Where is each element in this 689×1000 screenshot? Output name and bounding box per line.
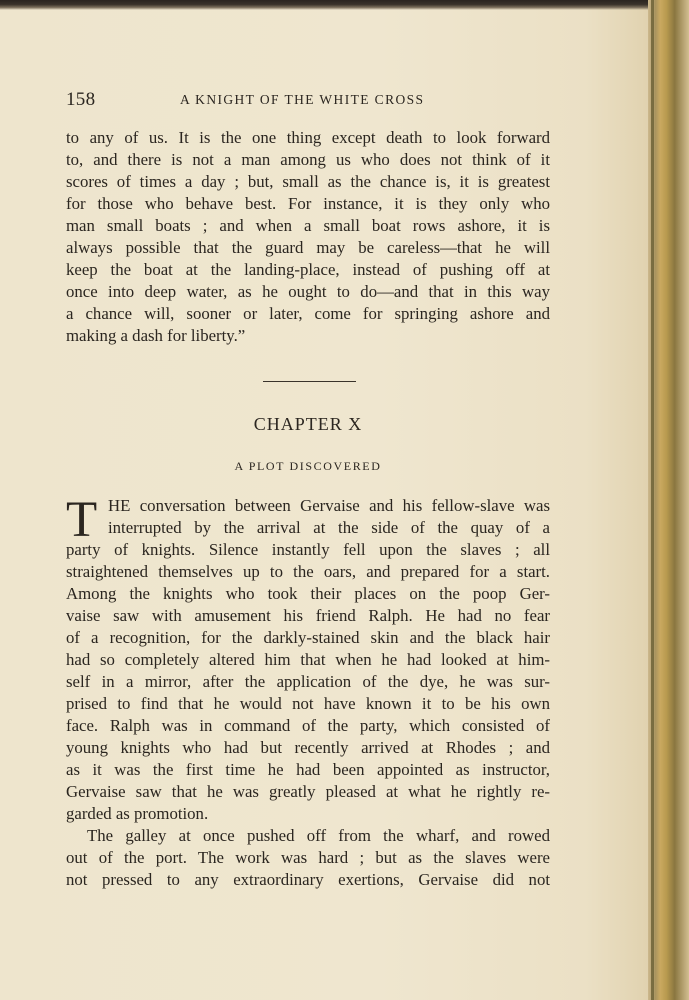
paragraph-1-line-10: making a dash for liberty.” [66,326,246,345]
paragraph-3-line-2: out of the port. The work was hard ; but as the slaves were [66,848,550,867]
paragraph-2-line-1: HE conversation between Gervaise and his fellow-slave was [108,496,550,515]
chapter-title: CHAPTER X [253,414,363,434]
running-title: A KNIGHT OF THE WHITE CROSS [180,92,425,107]
paragraph-2-line-5: Among the knights who took their places on the poop Ger- [66,584,550,603]
paragraph-2-line-4: straightened themselves up to the oars, and prepared for a start. [66,562,550,581]
paragraph-3-line-3: not pressed to any extraordinary exertions, Gervaise did not [66,870,550,889]
paragraph-1-line-5: man small boats ; and when a small boat rows ashore, it is [66,216,550,235]
paragraph-2-line-2: interrupted by the arrival at the side of the quay of a [108,518,550,537]
paragraph-2-line-12: young knights who had but recently arrived at Rhodes ; and [66,738,550,757]
section-divider [263,381,356,382]
paragraph-2-line-14: Gervaise saw that he was greatly pleased at what he rightly re- [66,782,550,801]
paragraph-2-line-3: party of knights. Silence instantly fell upon the slaves ; all [66,540,550,559]
chapter-subtitle: A PLOT DISCOVERED [234,459,382,473]
paragraph-2-line-10: prised to find that he would not have known it to be his own [66,694,550,713]
paragraph-2-line-7: of a recognition, for the darkly-stained skin and the black hair [66,628,550,647]
paragraph-1-line-9: a chance will, sooner or later, come for springing ashore and [66,304,550,323]
paragraph-1-line-8: once into deep water, as he ought to do—and that in this way [66,282,550,301]
paragraph-2-line-6: vaise saw with amusement his friend Ralph. He had no fear [66,606,550,625]
paragraph-1-line-3: scores of times a day ; but, small as the chance is, it is greatest [66,172,550,191]
paragraph-1-line-2: to, and there is not a man among us who does not think of it [66,150,550,169]
page-right-edge [648,0,689,1000]
paragraph-2-line-11: face. Ralph was in command of the party, which consisted of [66,716,550,735]
paragraph-1-line-1: to any of us. It is the one thing except death to look forward [66,128,550,147]
running-header [66,87,554,113]
page-right-edge-line [651,0,654,1000]
paragraph-2-line-13: as it was the first time he had been appointed as instructor, [66,760,550,779]
paragraph-1-line-6: always possible that the guard may be careless—that he will [66,238,550,257]
paragraph-3-line-1: The galley at once pushed off from the wharf, and rowed [87,826,550,845]
paragraph-1-line-4: for those who behave best. For instance, it is they only who [66,194,550,213]
drop-cap: T [66,492,98,548]
page-number: 158 [66,89,96,110]
paragraph-2-line-15: garded as promotion. [66,804,209,823]
paragraph-1-line-7: keep the boat at the landing-place, instead of pushing off at [66,260,550,279]
paragraph-2-line-8: had so completely altered him that when he had looked at him- [66,650,550,669]
page-top-shadow [0,0,689,10]
paragraph-2-line-9: self in a mirror, after the application of the dye, he was sur- [66,672,550,691]
